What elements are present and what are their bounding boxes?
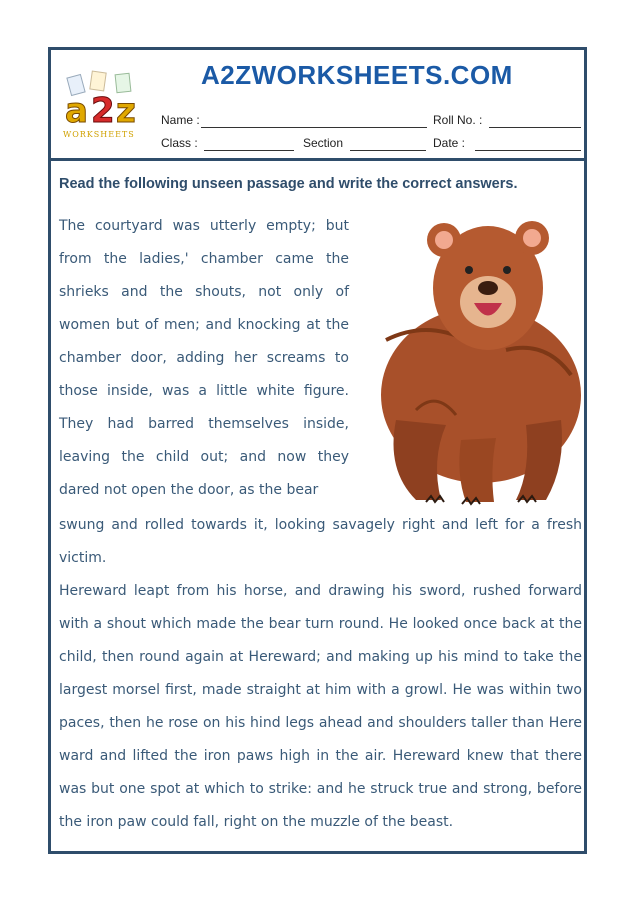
passage-part-3: Hereward leapt from his horse, and drawing his sword, rushed forward with a shout which made the bear turn round. He looked once back at the child, then round again at Hereward; and making up his mind to take the largest morsel first, made straight at him with a growl. He was within two paces, then he rose on his hind legs ahead and shoulders taller than Here ward and lifted the iron paws high in the air. Hereward knew that there was but one spot at which to strike: and he struck true and strong, before the iron paw could fall, right on the muzzle of the beast. [59,583,582,830]
site-title: A2ZWORKSHEETS.COM [201,60,513,90]
class-label: Class : [161,136,198,150]
logo-subtext: WORKSHEETS [63,130,135,139]
name-line[interactable] [201,127,427,128]
name-label: Name : [161,113,200,127]
date-label: Date : [433,136,466,150]
class-line[interactable] [204,150,294,151]
svg-text:2: 2 [91,91,115,131]
date-line[interactable] [475,150,581,151]
instruction-text: Read the following unseen passage and write the correct answers. [59,176,518,192]
svg-text:a: a [65,91,88,131]
roll-label: Roll No. : [433,113,483,127]
section-label: Section [303,136,344,150]
svg-text:z: z [116,91,136,131]
roll-line[interactable] [489,127,581,128]
brown-bear-illustration-icon [356,210,584,510]
passage-part-2: swung and rolled towards it, looking savagely right and left for a fresh victim. [59,517,582,566]
worksheet-header [51,50,584,161]
passage-part-1: The courtyard was utterly empty; but from the ladies,' chamber came the shrieks and the shouts, not only of women but of men; and knocking at the chamber door, adding her screams to those inside, was a little white figure. They had barred themselves inside, leaving the child out; and now they dared not open the door, as the bear [59,218,349,498]
section-line[interactable] [350,150,426,151]
worksheet-page [48,47,587,854]
